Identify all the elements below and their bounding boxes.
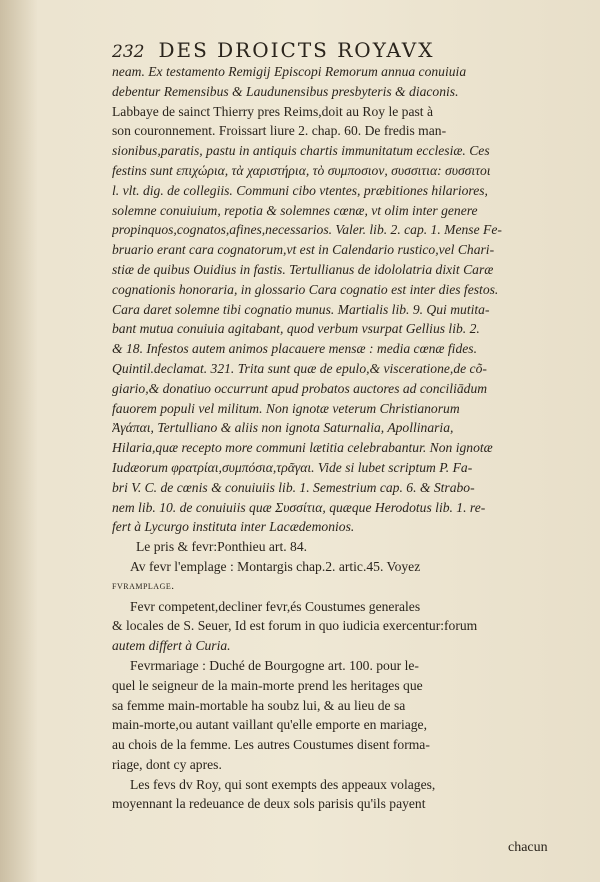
text-line: bant mutua conuiuia agitabant, quod verbum vsurpat Gellius lib. 2.: [112, 321, 480, 337]
text-line: Cara daret solemne tibi cognatio munus. Martialis lib. 9. Qui mutita-: [112, 301, 490, 317]
page-number: 232: [112, 42, 145, 62]
text-line: stiæ de quibus Ouidius in fastis. Tertullianus de idololatria dixit Caræ: [112, 261, 494, 277]
text-line: autem differt à Curia.: [112, 638, 231, 654]
text-line: debentur Remensibus & Laudunensibus presbyteris & diaconis.: [112, 83, 459, 99]
text-line: Ἀγάπαι, Tertulliano & aliis non ignota Saturnalia, Apollinaria,: [112, 420, 454, 436]
text-line: Hilaria,quæ recepto more communi lætitia celebrabantur. Non ignotæ: [112, 440, 493, 456]
text-line: festins sunt επιχώρια, τὰ χαριστήρια, τὸ συμποσιον, συσσιτια: συσσιτοι: [112, 162, 491, 178]
text-line: main-morte,ou autant vaillant qu'elle emporte en mariage,: [112, 717, 427, 733]
text-line: fvramplage.: [112, 579, 175, 592]
text-line: bruario erant cara cognatorum,vt est in Calendario rustico,vel Chari-: [112, 242, 495, 258]
text-line: Fevrmariage : Duché de Bourgogne art. 100. pour le-: [130, 657, 419, 673]
text-line: moyennant la redeuance de deux sols parisis qu'ils payent: [112, 796, 426, 812]
catchword: chacun: [508, 840, 548, 855]
running-header: [112, 38, 552, 64]
text-line: son couronnement. Froissart liure 2. chap. 60. De fredis man-: [112, 123, 447, 139]
text-line: fert à Lycurgo instituta inter Lacædemonios.: [112, 519, 355, 535]
text-line: sionibus,paratis, pastu in antiquis chartis immunitatum ecclesiæ. Ces: [112, 143, 490, 159]
text-line: fauorem populi vel militum. Non ignotæ veterum Christianorum: [112, 400, 460, 416]
gutter-shadow: [0, 0, 38, 882]
text-block: [112, 62, 552, 814]
text-line: & 18. Infestos autem animos placauere mensæ : media cœnæ fides.: [112, 341, 477, 357]
text-line: sa femme main-mortable ha soubz lui, & au lieu de sa: [112, 697, 406, 713]
text-line: propinquos,cognatos,afines,necessarios. Valer. lib. 2. cap. 1. Mense Fe-: [112, 222, 502, 238]
text-line: Fevr competent,decliner fevr,és Coustumes generales: [130, 598, 421, 614]
text-line: Le pris & fevr:Ponthieu art. 84.: [136, 539, 308, 555]
text-line: Labbaye de sainct Thierry pres Reims,doit au Roy le past à: [112, 103, 433, 119]
text-line: solemne conuiuium, repotia & solemnes cœnæ, vt olim inter genere: [112, 202, 478, 218]
text-line: giario,& donatiuo occurrunt apud probatos auctores ad conciliādum: [112, 380, 488, 396]
text-line: riage, dont cy apres.: [112, 756, 222, 772]
text-line: l. vlt. dig. de collegiis. Communi cibo vtentes, præbitiones hilariores,: [112, 182, 488, 198]
text-line: Iudæorum φρατρίαι,συμπόσια,τρᾶγαι. Vide si lubet scriptum P. Fa-: [112, 459, 473, 475]
text-line: & locales de S. Seuer, Id est forum in quo iudicia exercentur:forum: [112, 618, 478, 634]
text-line: Quintil.declamat. 321. Trita sunt quæ de epulo,& visceratione,de cõ-: [112, 360, 487, 376]
text-line: cognationis honoraria, in glossario Cara cognatio est inter dies festos.: [112, 281, 499, 297]
running-title: DES DROICTS ROYAVX: [158, 38, 435, 62]
text-line: au chois de la femme. Les autres Coustumes disent forma-: [112, 737, 430, 753]
text-line: bri V. C. de cœnis & conuiuiis lib. 1. Semestrium cap. 6. & Strabo-: [112, 479, 475, 495]
text-line: neam. Ex testamento Remigij Episcopi Remorum annua conuiuia: [112, 64, 467, 79]
text-line: Les fevs dv Roy, qui sont exempts des appeaux volages,: [130, 776, 436, 792]
text-line: nem lib. 10. de conuiuiis quæ Συσσίτια, quæque Herodotus lib. 1. re-: [112, 499, 486, 515]
text-line: quel le seigneur de la main-morte prend les heritages que: [112, 677, 423, 693]
text-line: Av fevr l'emplage : Montargis chap.2. artic.45. Voyez: [130, 558, 421, 574]
